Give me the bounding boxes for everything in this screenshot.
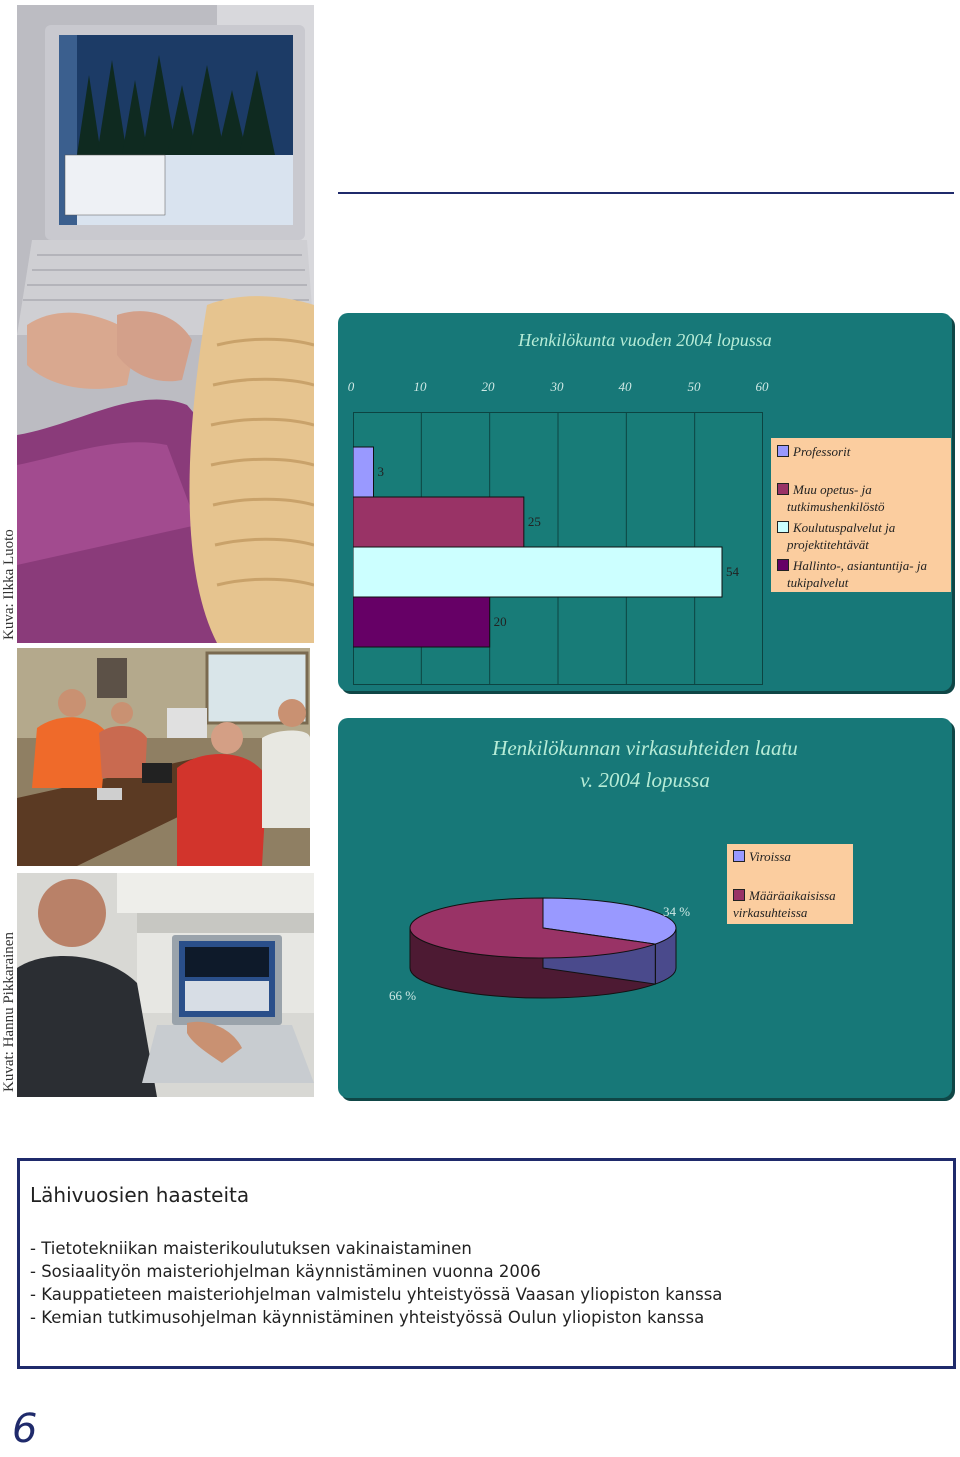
bar bbox=[353, 447, 374, 497]
legend-label: Muu opetus- ja bbox=[793, 482, 872, 497]
staff-pie-chart-panel bbox=[338, 718, 952, 1098]
legend-label: Professorit bbox=[793, 444, 851, 459]
bar bbox=[353, 547, 722, 597]
photo-credit-bottom: Kuvat: Hannu Pikkarainen bbox=[1, 932, 17, 1092]
tick-label: 30 bbox=[550, 379, 564, 394]
legend-item-hallinto bbox=[777, 557, 927, 591]
challenge-item: - Kemian tutkimusohjelman käynnistäminen yhteistyössä Oulun yliopiston kanssa bbox=[30, 1308, 705, 1327]
bar bbox=[353, 597, 490, 647]
legend-label: Koulutuspalvelut ja bbox=[793, 520, 896, 535]
legend-label-cont: virkasuhteissa bbox=[733, 905, 808, 920]
bar-chart-legend bbox=[771, 438, 951, 592]
legend-label: Viroissa bbox=[749, 849, 791, 864]
challenges-box bbox=[17, 1158, 956, 1369]
legend-label-cont: tukipalvelut bbox=[787, 575, 849, 590]
legend-label-cont: projektitehtävät bbox=[787, 537, 869, 552]
legend-swatch bbox=[777, 445, 789, 457]
challenge-item: - Kauppatieteen maisteriohjelman valmistelu yhteistyössä Vaasan yliopiston kanssa bbox=[30, 1285, 723, 1304]
pie-chart-legend bbox=[727, 844, 853, 924]
tick-label: 40 bbox=[618, 379, 632, 394]
header-rule bbox=[338, 192, 954, 194]
pie-chart-title-line1: Henkilökunnan virkasuhteiden laatu bbox=[492, 736, 798, 760]
pie-label-maaraaikaisissa: 66 % bbox=[389, 988, 417, 1003]
legend-item-muu-opetus bbox=[777, 481, 885, 515]
photo-man-laptop bbox=[17, 873, 314, 1097]
legend-swatch bbox=[777, 559, 789, 571]
challenge-item: - Sosiaalityön maisteriohjelman käynnistäminen vuonna 2006 bbox=[30, 1262, 541, 1281]
bar-plot-area bbox=[353, 412, 763, 685]
legend-swatch bbox=[777, 521, 789, 533]
bar-value-label: 20 bbox=[493, 614, 507, 629]
bar-value-label: 3 bbox=[377, 464, 384, 479]
legend-swatch bbox=[777, 483, 789, 495]
legend-item-viroissa bbox=[733, 848, 791, 865]
challenge-item: - Tietotekniikan maisterikoulutuksen vakinaistaminen bbox=[30, 1239, 472, 1258]
bar-value-label: 54 bbox=[726, 564, 739, 579]
challenges-title: Lähivuosien haasteita bbox=[30, 1183, 250, 1207]
bar bbox=[353, 497, 524, 547]
legend-swatch bbox=[733, 889, 745, 901]
tick-label: 20 bbox=[481, 379, 495, 394]
staff-bar-chart-panel bbox=[338, 313, 952, 691]
tick-label: 10 bbox=[413, 379, 427, 394]
pie-label-viroissa: 34 % bbox=[663, 904, 691, 919]
tick-label: 60 bbox=[755, 379, 769, 394]
legend-label: Määräaikaisissa bbox=[749, 888, 836, 903]
legend-label: Hallinto-, asiantuntija- ja bbox=[793, 558, 927, 573]
pie-chart bbox=[398, 888, 691, 1028]
bar-value-label: 25 bbox=[527, 514, 541, 529]
legend-label-cont: tutkimushenkilöstö bbox=[787, 499, 885, 514]
legend-item-professorit bbox=[777, 443, 850, 460]
tick-label: 50 bbox=[687, 379, 701, 394]
pie-chart-title-line2: v. 2004 lopussa bbox=[580, 768, 710, 792]
legend-item-koulutuspalvelut bbox=[777, 519, 895, 553]
challenges-list bbox=[30, 1237, 722, 1329]
photo-group-meeting bbox=[17, 648, 310, 866]
photo-laptop-typing bbox=[17, 5, 314, 643]
tick-label: 0 bbox=[347, 379, 355, 394]
photo-credit-top: Kuva: Ilkka Luoto bbox=[1, 529, 17, 640]
legend-swatch bbox=[733, 850, 745, 862]
bar-chart-title: Henkilökunta vuoden 2004 lopussa bbox=[518, 330, 772, 350]
page-number: 6 bbox=[12, 1406, 38, 1452]
legend-item-maaraaikaisissa bbox=[733, 887, 836, 921]
